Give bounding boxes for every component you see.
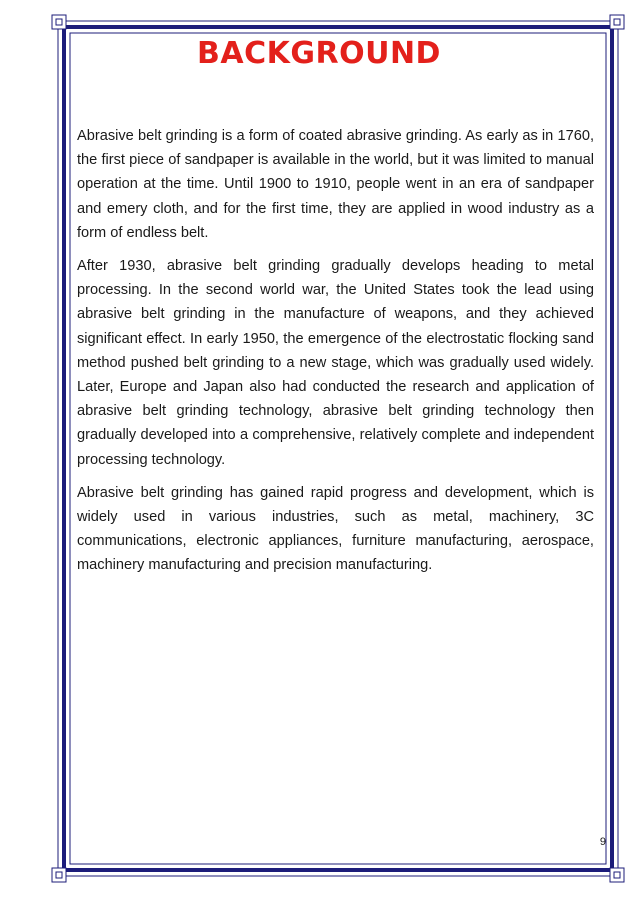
page-title: BACKGROUND — [197, 36, 441, 71]
body-text — [77, 124, 594, 587]
paragraph-2: After 1930, abrasive belt grinding gradually develops heading to metal processing. In the second world war, the United States took the lead using abrasive belt grinding in the manufacture of weapons, and they achieved significant effect. In early 1950, the emergence of the electrostatic flocking sand method pushed belt grinding to a new stage, which was gradually used widely. Later, Europe and Japan also had conducted the research and application of abrasive belt grinding technology, abrasive belt grinding technology then gradually developed into a comprehensive, relatively complete and independent processing technology. — [77, 258, 594, 468]
paragraph-1: Abrasive belt grinding is a form of coated abrasive grinding. As early as in 1760, the first piece of sandpaper is available in the world, but it was limited to manual operation at the time. Until 1900 to 1910, people went in an era of sandpaper and emery cloth, and for the first time, they are applied in wood industry as a form of endless belt. — [77, 128, 594, 241]
paragraph-3: Abrasive belt grinding has gained rapid progress and development, which is widely used in various industries, such as metal, machinery, 3C communications, electronic appliances, furniture manufacturing, aerospace, machinery manufacturing and precision manufacturing. — [77, 484, 594, 574]
page-number: 9 — [599, 836, 606, 848]
